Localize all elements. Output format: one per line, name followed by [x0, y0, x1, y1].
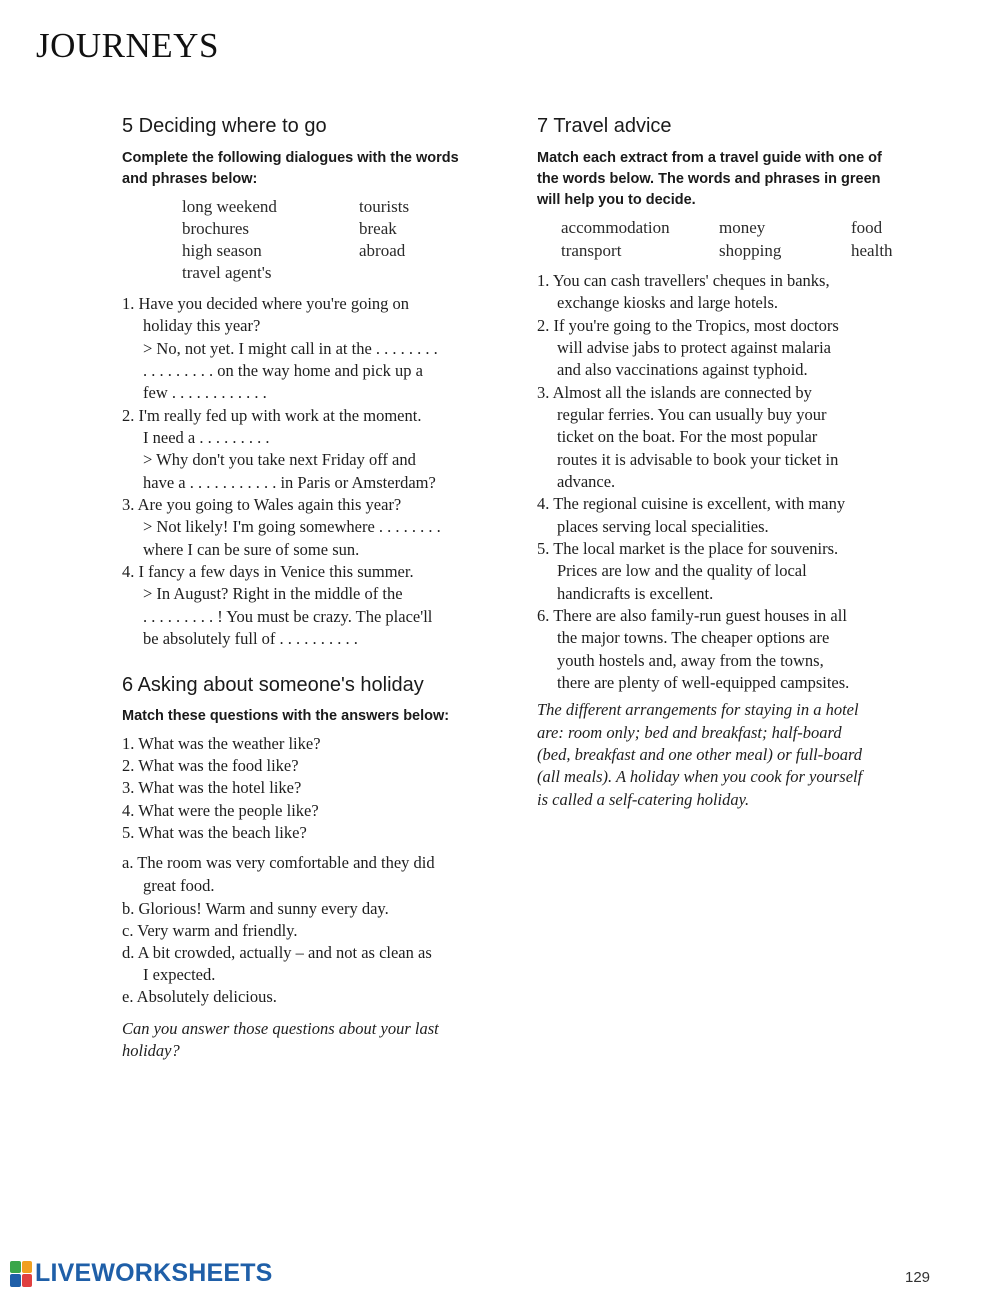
- extract-line: 4. The regional cuisine is excellent, with many: [537, 494, 846, 513]
- answer-item: d. A bit crowded, actually – and not as clean as: [122, 943, 432, 962]
- word-item: shopping: [719, 241, 782, 260]
- word-item: food: [851, 218, 883, 237]
- dialogue-line: . . . . . . . . . ! You must be crazy. The place'll: [143, 607, 433, 626]
- word-item: long weekend: [182, 197, 277, 216]
- section7-instruction-line: will help you to decide.: [537, 192, 696, 208]
- question-item: 5. What was the beach like?: [122, 823, 307, 842]
- word-item: money: [719, 218, 766, 237]
- word-item: accommodation: [561, 218, 670, 237]
- answer-item: a. The room was very comfortable and they did: [122, 853, 435, 872]
- question-item: 3. What was the hotel like?: [122, 778, 302, 797]
- extract-line: regular ferries. You can usually buy your: [557, 405, 827, 424]
- dialogue-line: where I can be sure of some sun.: [143, 540, 360, 559]
- question-item: 2. What was the food like?: [122, 756, 299, 775]
- extract-line: and also vaccinations against typhoid.: [557, 360, 808, 379]
- note-line: is called a self-catering holiday.: [537, 790, 750, 809]
- word-item: brochures: [182, 219, 250, 238]
- extract-line: the major towns. The cheaper options are: [557, 628, 830, 647]
- section7-heading: 7 Travel advice: [537, 115, 672, 137]
- section6-closing: holiday?: [122, 1041, 180, 1060]
- extract-line: exchange kiosks and large hotels.: [557, 293, 779, 312]
- answer-item: e. Absolutely delicious.: [122, 987, 277, 1006]
- word-item: transport: [561, 241, 622, 260]
- answer-item: great food.: [143, 876, 215, 895]
- extract-line: routes it is advisable to book your ticket in: [557, 450, 839, 469]
- section7-instruction-line: the words below. The words and phrases in green: [537, 171, 881, 187]
- dialogue-line: have a . . . . . . . . . . . in Paris or Amsterdam?: [143, 473, 436, 492]
- dialogue-line: few . . . . . . . . . . . .: [143, 383, 267, 402]
- note-line: The different arrangements for staying in a hotel: [537, 700, 859, 719]
- extract-line: 6. There are also family-run guest houses in all: [537, 606, 847, 625]
- extract-line: handicrafts is excellent.: [557, 584, 714, 603]
- dialogue-line: 1. Have you decided where you're going on: [122, 294, 410, 313]
- section6-heading: 6 Asking about someone's holiday: [122, 674, 424, 696]
- answer-item: c. Very warm and friendly.: [122, 921, 298, 940]
- word-item: abroad: [359, 241, 406, 260]
- question-item: 4. What were the people like?: [122, 801, 319, 820]
- note-line: (bed, breakfast and one other meal) or full-board: [537, 745, 863, 764]
- dialogue-line: > Not likely! I'm going somewhere . . . . . . . .: [143, 517, 441, 536]
- section5-instruction: [122, 148, 459, 190]
- extract-line: will advise jabs to protect against malaria: [557, 338, 831, 357]
- logo-square: [22, 1274, 33, 1287]
- logo-square: [10, 1261, 21, 1274]
- section5-instruction-line: and phrases below:: [122, 171, 258, 187]
- answer-item: I expected.: [143, 965, 216, 984]
- dialogue-line: 4. I fancy a few days in Venice this summer.: [122, 562, 414, 581]
- section6-instruction: Match these questions with the answers below:: [122, 708, 450, 724]
- page-number: 129: [905, 1269, 931, 1286]
- logo-square: [22, 1261, 33, 1274]
- dialogue-line: > Why don't you take next Friday off and: [143, 450, 416, 469]
- section5-instruction-line: Complete the following dialogues with the words: [122, 150, 459, 166]
- dialogue-line: be absolutely full of . . . . . . . . . .: [143, 629, 358, 648]
- page-title: JOURNEYS: [36, 26, 219, 65]
- word-item: tourists: [359, 197, 410, 216]
- dialogue-line: > In August? Right in the middle of the: [143, 584, 403, 603]
- dialogue-line: 2. I'm really fed up with work at the moment.: [122, 406, 422, 425]
- section7-instruction-line: Match each extract from a travel guide with one of: [537, 150, 882, 166]
- extract-line: 2. If you're going to the Tropics, most doctors: [537, 316, 839, 335]
- note-line: are: room only; bed and breakfast; half-board: [537, 723, 842, 742]
- word-item: high season: [182, 241, 262, 260]
- dialogue-line: holiday this year?: [143, 316, 261, 335]
- word-item: break: [359, 219, 397, 238]
- extract-line: 5. The local market is the place for souvenirs.: [537, 539, 839, 558]
- extract-line: places serving local specialities.: [557, 517, 769, 536]
- dialogue-line: > No, not yet. I might call in at the . . . . . . . .: [143, 339, 438, 358]
- extract-line: ticket on the boat. For the most popular: [557, 427, 818, 446]
- liveworksheets-logo-text: LIVEWORKSHEETS: [35, 1259, 273, 1287]
- answer-item: b. Glorious! Warm and sunny every day.: [122, 899, 389, 918]
- section6-closing: Can you answer those questions about your last: [122, 1019, 439, 1038]
- extract-line: youth hostels and, away from the towns,: [557, 651, 824, 670]
- word-item: travel agent's: [182, 263, 272, 282]
- logo-square: [10, 1274, 21, 1287]
- extract-line: 3. Almost all the islands are connected by: [537, 383, 812, 402]
- dialogue-line: . . . . . . . . . on the way home and pick up a: [143, 361, 423, 380]
- liveworksheets-logo[interactable]: [10, 1259, 273, 1288]
- extract-line: there are plenty of well-equipped campsites.: [557, 673, 850, 692]
- dialogue-line: I need a . . . . . . . . .: [143, 428, 270, 447]
- extract-line: 1. You can cash travellers' cheques in banks,: [537, 271, 830, 290]
- dialogue-line: 3. Are you going to Wales again this year?: [122, 495, 402, 514]
- extract-line: advance.: [557, 472, 616, 491]
- section5-heading: 5 Deciding where to go: [122, 115, 327, 137]
- note-line: (all meals). A holiday when you cook for yourself: [537, 767, 863, 786]
- section7-instruction: [537, 148, 882, 211]
- word-item: health: [851, 241, 893, 260]
- extract-line: Prices are low and the quality of local: [557, 561, 807, 580]
- question-item: 1. What was the weather like?: [122, 734, 321, 753]
- liveworksheets-logo-icon: [10, 1261, 32, 1287]
